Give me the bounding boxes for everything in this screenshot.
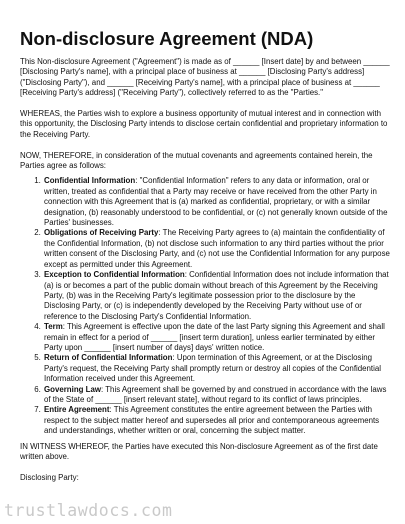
therefore-paragraph: NOW, THEREFORE, in consideration of the mutual covenants and agreements contained herein, the Parties agree as follows: xyxy=(20,150,373,171)
intro-paragraph: This Non-disclosure Agreement ("Agreement") is made as of ______ [Insert date] by and between ______ [Disclosing Party's name], with a principal place of business at ______ [Disclosing Party's address] ("Disclosing Party"), and ______ [Receiving Party's name], with a principal place of business at ______ [Receiving Party's address] ("Receiving Party"), collectively referred to as the "Parties." xyxy=(20,57,390,98)
clause-text: : Upon termination of this Agreement, or at the Disclosing Party's request, the Receiving Party shall promptly return or destroy all copies of the Confidential Information received under this Agreement. xyxy=(44,353,382,384)
document-body xyxy=(20,57,392,494)
whereas-paragraph: WHEREAS, the Parties wish to explore a business opportunity of mutual interest and in connection with this opportunity, the Disclosing Party intends to disclose certain confidential and proprietary information to the Receiving Party. xyxy=(20,109,388,139)
clause-text: : The Receiving Party agrees to (a) maintain the confidentiality of the Confidential Information, (b) not disclose such information to any third parties without the prior written consent of the Disclosing Party, and (c) not use the Confidential Information for any purpose except as permitted under this Agreement. xyxy=(44,228,390,269)
clause-item xyxy=(43,385,392,406)
clause-heading: Governing Law xyxy=(44,384,101,394)
clause-item xyxy=(43,228,392,270)
clause-text: : This Agreement is effective upon the date of the last Party signing this Agreement and shall remain in effect for a period of ______ [insert term duration], unless earlier terminated by either Party upon ______ [insert number of days] days' written notice. xyxy=(44,322,385,352)
clause-item xyxy=(43,322,392,353)
clause-heading: Obligations of Receiving Party xyxy=(44,228,159,238)
clause-heading: Confidential Information xyxy=(44,176,136,186)
clause-text: : Confidential Information does not include information that (a) is or becomes a part of the public domain without breach of this Agreement by the Receiving Party, (b) was in the Receiving Party's legitimate possession prior to the disclosure by the Disclosing Party, or (c) is independently developed by the Receiving Party without use of or reference to the Disclosing Party's Confidential Information. xyxy=(44,270,389,321)
clause-text: : "Confidential Information" refers to any data or information, oral or written, treated as confidential that a Party may receive or have received from the other Party in connection with this Agreement that is (a) marked as confidential, proprietary, or with a similar designation, (b) reasonably understood to be confidential, or (c) not generally known outside of the Parties' businesses. xyxy=(44,176,388,228)
document-title: Non-disclosure Agreement (NDA) xyxy=(20,28,314,49)
clause-heading: Return of Confidential Information xyxy=(44,353,173,363)
witness-paragraph: IN WITNESS WHEREOF, the Parties have executed this Non-disclosure Agreement as of the first date written above. xyxy=(20,441,378,461)
clause-heading: Exception to Confidential Information xyxy=(44,270,185,280)
clause-item xyxy=(43,405,392,436)
clause-item xyxy=(43,353,392,384)
watermark-logo: trustlawdocs.com xyxy=(4,501,173,520)
clause-list xyxy=(20,176,392,436)
clause-heading: Term xyxy=(44,322,63,332)
clause-item xyxy=(43,176,392,228)
clause-item xyxy=(43,270,392,322)
clause-heading: Entire Agreement xyxy=(44,405,110,415)
clause-text: : This Agreement constitutes the entire agreement between the Parties with respect to the subject matter hereof and supersedes all prior and contemporaneous agreements and understandings, whether written or oral, concerning the subject matter. xyxy=(44,405,380,436)
signature-label: Disclosing Party: xyxy=(20,472,79,482)
clause-text: : This Agreement shall be governed by and construed in accordance with the laws of the State of ______ [insert relevant state], without regard to its conflict of laws principles. xyxy=(44,384,387,404)
